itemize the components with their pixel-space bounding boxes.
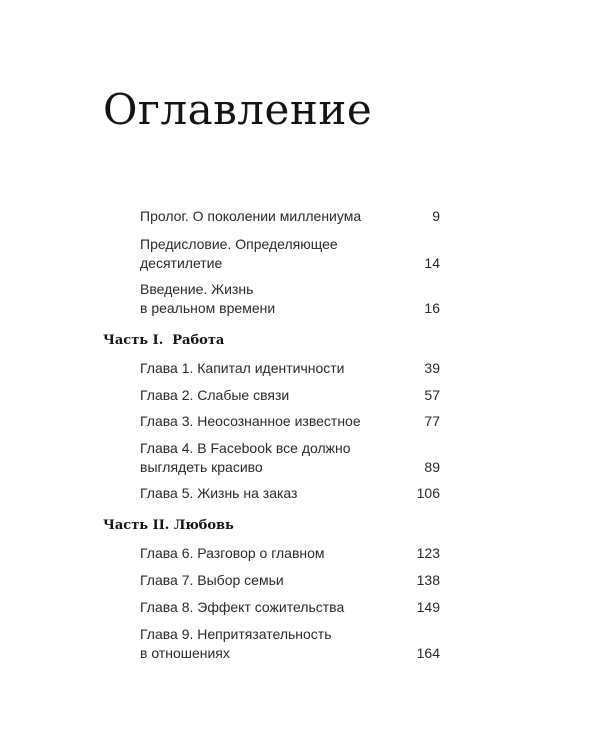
entry-title-continued: десятилетие — [140, 255, 223, 271]
entry-title: Разговор о главном — [193, 545, 325, 561]
toc-entry-chapter-9[interactable] — [140, 625, 440, 663]
toc-entry-prologue[interactable] — [140, 207, 440, 226]
entry-label: Глава 4. — [140, 440, 194, 456]
entry-title: О поколении миллениума — [188, 208, 362, 224]
page-number: 106 — [416, 485, 440, 501]
entry-label: Введение. — [140, 281, 208, 297]
toc-entry-chapter-5[interactable] — [140, 484, 440, 503]
entry-label: Глава 5. — [140, 485, 194, 501]
entry-title: В Facebook все должно — [193, 440, 351, 456]
entry-title: Капитал идентичности — [193, 360, 345, 376]
entry-title: Определяющее — [231, 236, 338, 252]
toc-entry-introduction[interactable] — [140, 280, 440, 318]
entry-label: Предисловие. — [140, 236, 232, 252]
part-heading: Часть II. Любовь — [103, 518, 234, 533]
entry-label: Пролог. — [140, 208, 189, 224]
page-number: 39 — [424, 360, 440, 376]
toc-entry-preface[interactable] — [140, 235, 440, 273]
entry-title: Непритязательность — [193, 626, 332, 642]
toc-entry-chapter-2[interactable] — [140, 386, 440, 405]
part-heading: Часть I. Работа — [103, 333, 225, 348]
entry-label: Глава 9. — [140, 626, 194, 642]
entry-label: Глава 8. — [140, 599, 194, 615]
entry-label: Глава 7. — [140, 572, 194, 588]
entry-title: Эффект сожительства — [193, 599, 345, 615]
page-number: 16 — [424, 300, 440, 316]
toc-entry-chapter-6[interactable] — [140, 544, 440, 563]
page-number: 77 — [424, 413, 440, 429]
page-title: Оглавление — [103, 85, 373, 134]
entry-label: Глава 1. — [140, 360, 194, 376]
entry-title: Неосознанное известное — [193, 413, 361, 429]
toc-entry-chapter-3[interactable] — [140, 412, 440, 431]
entry-title: Выбор семьи — [193, 572, 284, 588]
page-number: 138 — [416, 572, 440, 588]
entry-title: Жизнь на заказ — [193, 485, 298, 501]
entry-label: Глава 2. — [140, 387, 194, 403]
toc-entry-chapter-4[interactable] — [140, 439, 440, 477]
entry-title: Слабые связи — [193, 387, 290, 403]
entry-label: Глава 3. — [140, 413, 194, 429]
page-number: 123 — [416, 545, 440, 561]
page-number: 89 — [424, 459, 440, 475]
toc-entry-chapter-1[interactable] — [140, 359, 440, 378]
entry-title-continued: в отношениях — [140, 645, 230, 661]
toc-entry-chapter-8[interactable] — [140, 598, 440, 617]
entry-title-continued: выглядеть красиво — [140, 459, 263, 475]
page-number: 149 — [416, 599, 440, 615]
entry-label: Глава 6. — [140, 545, 194, 561]
entry-title: Жизнь — [207, 281, 254, 297]
toc-entry-chapter-7[interactable] — [140, 571, 440, 590]
page-number: 9 — [432, 208, 440, 224]
page-number: 164 — [416, 645, 440, 661]
entry-title-continued: в реальном времени — [140, 300, 276, 316]
page-number: 14 — [424, 255, 440, 271]
page-number: 57 — [424, 387, 440, 403]
